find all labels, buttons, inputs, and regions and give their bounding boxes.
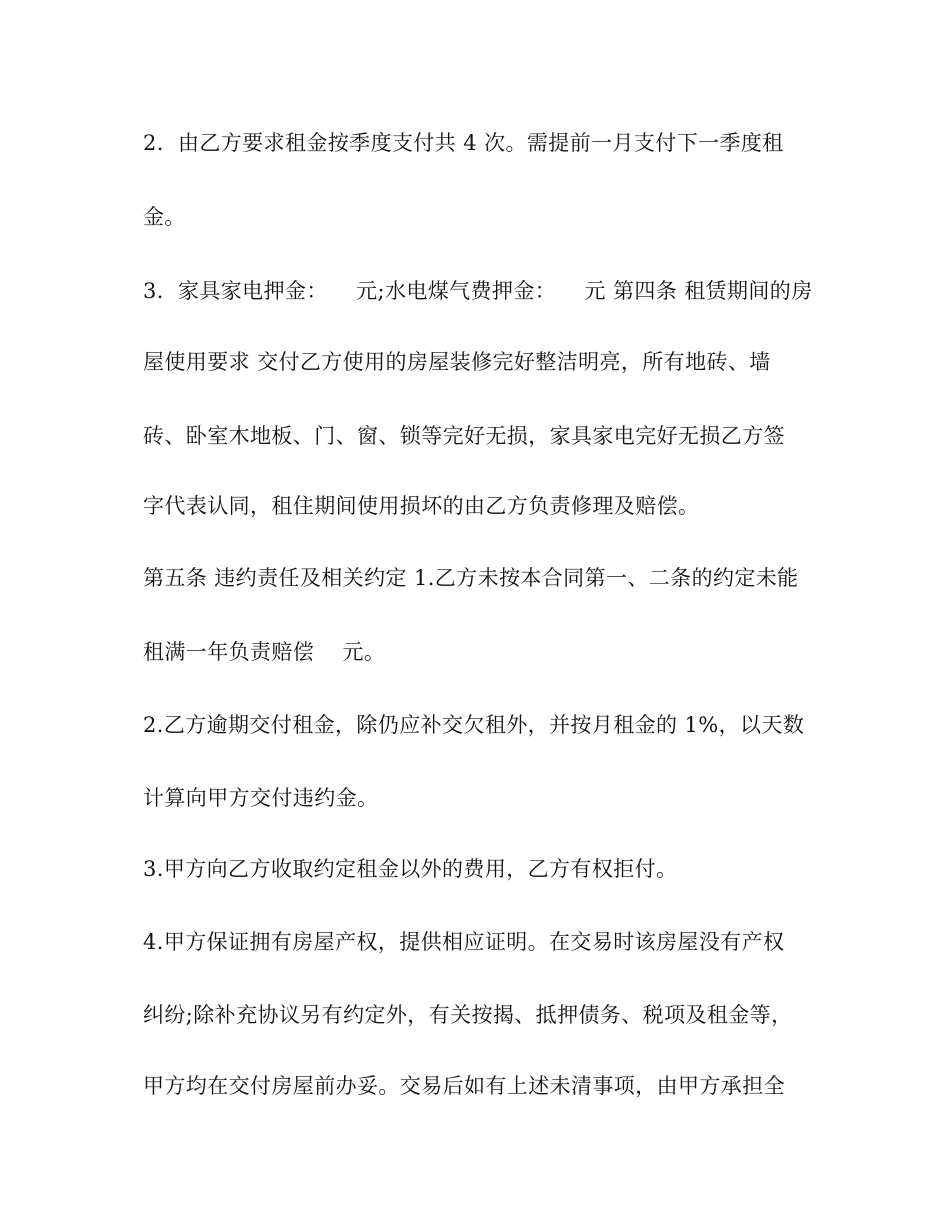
text-line: 计算向甲方交付违约金。 [143,786,379,810]
text-line: 纠纷;除补充协议另有约定外，有关按揭、抵押债务、税项及租金等， [143,1003,793,1027]
text-line: 4.甲方保证拥有房屋产权，提供相应证明。在交易时该房屋没有产权 [143,930,785,954]
text-line: 3. 家具家电押金： 元;水电煤气费押金： 元 第四条 租赁期间的房 [143,279,813,303]
text-line: 砖、卧室木地板、门、窗、锁等完好无损，家具家电完好无损乙方签 [143,424,785,448]
text-line: 第五条 违约责任及相关约定 1.乙方未按本合同第一、二条的约定未能 [143,566,799,590]
text-line: 屋使用要求 交付乙方使用的房屋装修完好整洁明亮，所有地砖、墙 [143,350,771,374]
text-line: 2.乙方逾期交付租金，除仍应补交欠租外，并按月租金的 1%，以天数 [143,713,805,737]
text-line: 3.甲方向乙方收取约定租金以外的费用，乙方有权拒付。 [143,857,678,881]
text-line: 金。 [143,205,186,229]
text-line: 字代表认同，租住期间使用损坏的由乙方负责修理及赔偿。 [143,494,700,518]
text-line: 甲方均在交付房屋前办妥。交易后如有上述未清事项，由甲方承担全 [143,1074,785,1098]
text-line: 2. 由乙方要求租金按季度支付共 4 次。需提前一月支付下一季度租 [143,131,784,155]
text-line: 租满一年负责赔偿 元。 [143,640,386,664]
